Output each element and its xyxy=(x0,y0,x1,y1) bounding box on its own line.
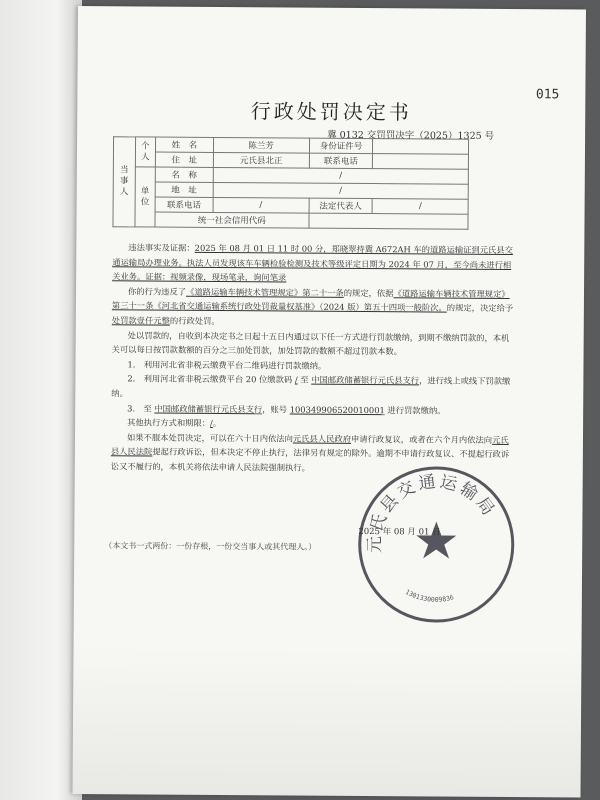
option2-to: 至 xyxy=(300,374,309,385)
person-label: 个人 xyxy=(135,137,155,167)
basis-text-1: 你的行为违反了 xyxy=(127,286,187,297)
option3-text: 3. 至 xyxy=(127,402,152,414)
name-label: 姓 名 xyxy=(155,137,213,152)
option3-account-label: ，账号 xyxy=(262,403,288,415)
other-methods-end: 。 xyxy=(212,418,222,429)
previous-page-edge xyxy=(0,0,82,800)
basis-text-3: 的规定，决定给予 xyxy=(446,302,514,314)
document-title: 行政处罚决定书 xyxy=(250,99,412,125)
party-label: 当事人 xyxy=(113,137,136,227)
option3-bank: 中国邮政储蓄银行元氏县支行 xyxy=(154,403,263,414)
copy-note: （本文书一式两份：一份存根，一份交当事人或其代理人。） xyxy=(104,541,317,552)
option2-text: 2. 利用河北省非税云缴费平台 20 位缴款码 xyxy=(127,373,293,385)
violation-facts xyxy=(112,240,514,287)
appeal-text-3: 提起行政诉讼，但本决定不停止执行，法律另有规定的除外。逾期不申请行政复议、不提起行政诉讼又不履行的，本机关将依法申请人民法院强制执行。 xyxy=(110,446,510,473)
address-label: 住 址 xyxy=(155,152,213,167)
appeal-text-1: 如果不服本处罚决定，可以在六十日内依法向 xyxy=(126,432,293,444)
penalty-decision-document xyxy=(72,6,585,798)
option2-bank: 中国邮政储蓄银行元氏县支行 xyxy=(311,374,420,386)
payment-terms: 处以罚款的，自收到本决定书之日起十五日内通过以下任一方式进行罚款缴纳，到期不缴纳罚款的，本机关可以每日按罚款数额的百分之三加处罚款，加处罚款的数额不超过罚款本数。 xyxy=(111,329,510,357)
decision-body xyxy=(111,240,515,476)
option3-tail: 进行罚款缴纳。 xyxy=(387,404,446,416)
unit-label: 单位 xyxy=(135,167,155,227)
facts-text: 2025 年 08 月 01 日 11 时 00 分，郑晓翠持冀 A672AH 车的道路运输证到元氏县交通运输局办理业务。执法人员发现该车车辆检验检测及技术等级评定日期为 2024 年 07 月，至今尚未进行相关业务。证据：视频录像，现场笔录，询问笔录 xyxy=(112,242,513,283)
seal-code: 1301330009836 xyxy=(403,587,455,604)
decision-date: 2025 年 08 月 01 日 xyxy=(358,526,441,538)
document-number: 冀 0132 交罚罚决字（2025）1325 号 xyxy=(327,129,495,142)
id-label: 身份证件号 xyxy=(309,138,373,153)
party-info-table xyxy=(112,136,469,229)
payment-code: / xyxy=(294,374,298,385)
unit-contact-value: / xyxy=(213,197,309,213)
appeal-text-2: 申请行政复议，或者在六个月内依法向 xyxy=(350,433,493,445)
unit-address-label: 地 址 xyxy=(155,182,213,197)
unit-address-value: / xyxy=(213,182,468,199)
bank-account-number: 100349906520010001 xyxy=(289,404,385,415)
legal-rep-label: 法定代表人 xyxy=(309,198,373,213)
violated-regulation: 《道路运输车辆技术管理规定》第二十一条 xyxy=(186,286,344,298)
basis-text-4: 的行政处罚。 xyxy=(169,315,220,326)
basis-text-2: 的规定，依据 xyxy=(343,287,394,298)
option2-tail: ，进行线上或线下罚款缴纳。 xyxy=(111,375,511,399)
unit-name-label: 名 称 xyxy=(155,167,213,182)
credit-code-label: 统一社会信用代码 xyxy=(155,212,309,228)
unit-contact-label: 联系电话 xyxy=(155,197,213,212)
payment-option-1: 1. 利用河北省非税云缴费平台二维码进行罚款缴纳。 xyxy=(127,359,327,371)
penalty-basis: 《道路运输车辆技术管理规定》第三十一条《河北省交通运输系统行政处罚裁量权基准》（2024 版）第五十四项一般阶次。 xyxy=(111,287,510,313)
penalty-amount: 处罚款壹仟元整 xyxy=(111,315,170,326)
credit-code-value xyxy=(309,213,469,229)
page-number: 015 xyxy=(535,87,560,103)
address-value: 元氏县北正 xyxy=(213,152,309,168)
other-methods-label: 其他执行方式和期限： xyxy=(127,417,211,429)
phone-value xyxy=(373,154,469,170)
legal-rep-value: / xyxy=(373,199,469,215)
unit-name-value: / xyxy=(213,167,468,184)
other-methods-value: / xyxy=(210,418,213,429)
payment-option-2 xyxy=(111,372,513,404)
facts-heading: 违法事实及证据： xyxy=(128,242,195,253)
svg-text:1301330009836 xyxy=(404,588,455,604)
paper-shadow xyxy=(72,646,581,798)
seal-agency-name: 元氏县交通运输局 xyxy=(365,471,500,554)
name-value: 陈兰芳 xyxy=(213,137,309,153)
review-authority: 元氏县人民政府 xyxy=(292,433,352,444)
legal-basis xyxy=(112,284,514,331)
id-value xyxy=(373,139,469,155)
phone-label: 联系电话 xyxy=(309,153,373,168)
official-seal xyxy=(358,466,515,623)
court-name: 元氏县人民法院 xyxy=(110,434,509,457)
